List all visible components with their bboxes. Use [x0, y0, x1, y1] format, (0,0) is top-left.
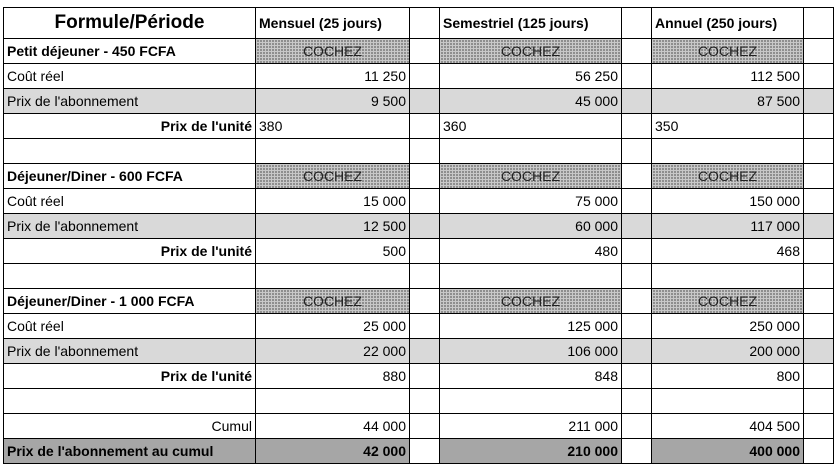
row-label: Prix de l'abonnement [4, 89, 256, 114]
cumul-semester: 211 000 [440, 414, 622, 439]
check-cell-monthly[interactable]: COCHEZ [256, 39, 410, 64]
subscription-monthly: 12 500 [256, 214, 410, 239]
subscription-annual: 87 500 [652, 89, 804, 114]
real-cost-semester: 56 250 [440, 64, 622, 89]
check-cell-annual[interactable]: COCHEZ [652, 39, 804, 64]
cumul-annual: 404 500 [652, 414, 804, 439]
cumul-subscription-annual: 400 000 [652, 439, 804, 464]
real-cost-semester: 125 000 [440, 314, 622, 339]
section-title: Petit déjeuner - 450 FCFA [4, 39, 256, 64]
subscription-row [4, 339, 834, 364]
row-label: Prix de l'unité [4, 364, 256, 389]
unit-price-row [4, 239, 834, 264]
subscription-monthly: 9 500 [256, 89, 410, 114]
subscription-monthly: 22 000 [256, 339, 410, 364]
real-cost-monthly: 15 000 [256, 189, 410, 214]
check-cell-semester[interactable]: COCHEZ [440, 39, 622, 64]
subscription-semester: 60 000 [440, 214, 622, 239]
real-cost-monthly: 25 000 [256, 314, 410, 339]
unit-price-annual: 800 [652, 364, 804, 389]
header-monthly: Mensuel (25 jours) [256, 8, 410, 39]
real-cost-row [4, 314, 834, 339]
real-cost-row [4, 64, 834, 89]
check-cell-monthly[interactable]: COCHEZ [256, 164, 410, 189]
header-formula: Formule/Période [4, 8, 256, 39]
check-cell-annual[interactable]: COCHEZ [652, 289, 804, 314]
cumul-subscription-semester: 210 000 [440, 439, 622, 464]
check-cell-annual[interactable]: COCHEZ [652, 164, 804, 189]
row-label: Coût réel [4, 314, 256, 339]
cumul-row [4, 414, 834, 439]
subscription-annual: 117 000 [652, 214, 804, 239]
subscription-annual: 200 000 [652, 339, 804, 364]
section-title: Déjeuner/Diner - 600 FCFA [4, 164, 256, 189]
unit-price-semester: 848 [440, 364, 622, 389]
header-annual: Annuel (250 jours) [652, 8, 804, 39]
unit-price-monthly: 880 [256, 364, 410, 389]
check-cell-monthly[interactable]: COCHEZ [256, 289, 410, 314]
row-label: Cumul [4, 414, 256, 439]
cumul-subscription-row [4, 439, 834, 464]
section-title-row [4, 39, 834, 64]
unit-price-semester: 360 [440, 114, 622, 139]
real-cost-annual: 150 000 [652, 189, 804, 214]
spacer-row [4, 389, 834, 414]
cumul-monthly: 44 000 [256, 414, 410, 439]
header-semester: Semestriel (125 jours) [440, 8, 622, 39]
real-cost-monthly: 11 250 [256, 64, 410, 89]
real-cost-annual: 112 500 [652, 64, 804, 89]
check-cell-semester[interactable]: COCHEZ [440, 289, 622, 314]
unit-price-semester: 480 [440, 239, 622, 264]
subscription-semester: 106 000 [440, 339, 622, 364]
unit-price-monthly: 500 [256, 239, 410, 264]
unit-price-annual: 468 [652, 239, 804, 264]
row-label: Coût réel [4, 189, 256, 214]
row-label: Prix de l'abonnement [4, 214, 256, 239]
spacer-row [4, 264, 834, 289]
section-title-row [4, 164, 834, 189]
section-title: Déjeuner/Diner - 1 000 FCFA [4, 289, 256, 314]
subscription-semester: 45 000 [440, 89, 622, 114]
real-cost-row [4, 189, 834, 214]
spacer-row [4, 139, 834, 164]
section-title-row [4, 289, 834, 314]
row-label: Prix de l'abonnement [4, 339, 256, 364]
header-row [4, 8, 834, 39]
row-label: Prix de l'unité [4, 239, 256, 264]
check-cell-semester[interactable]: COCHEZ [440, 164, 622, 189]
pricing-table [3, 7, 834, 464]
row-label: Coût réel [4, 64, 256, 89]
separator-cell [410, 8, 440, 39]
unit-price-monthly: 380 [256, 114, 410, 139]
real-cost-annual: 250 000 [652, 314, 804, 339]
row-label: Prix de l'abonnement au cumul [4, 439, 256, 464]
unit-price-annual: 350 [652, 114, 804, 139]
row-label: Prix de l'unité [4, 114, 256, 139]
unit-price-row [4, 114, 834, 139]
separator-cell [622, 8, 652, 39]
subscription-row [4, 89, 834, 114]
subscription-row [4, 214, 834, 239]
real-cost-semester: 75 000 [440, 189, 622, 214]
cumul-subscription-monthly: 42 000 [256, 439, 410, 464]
unit-price-row [4, 364, 834, 389]
